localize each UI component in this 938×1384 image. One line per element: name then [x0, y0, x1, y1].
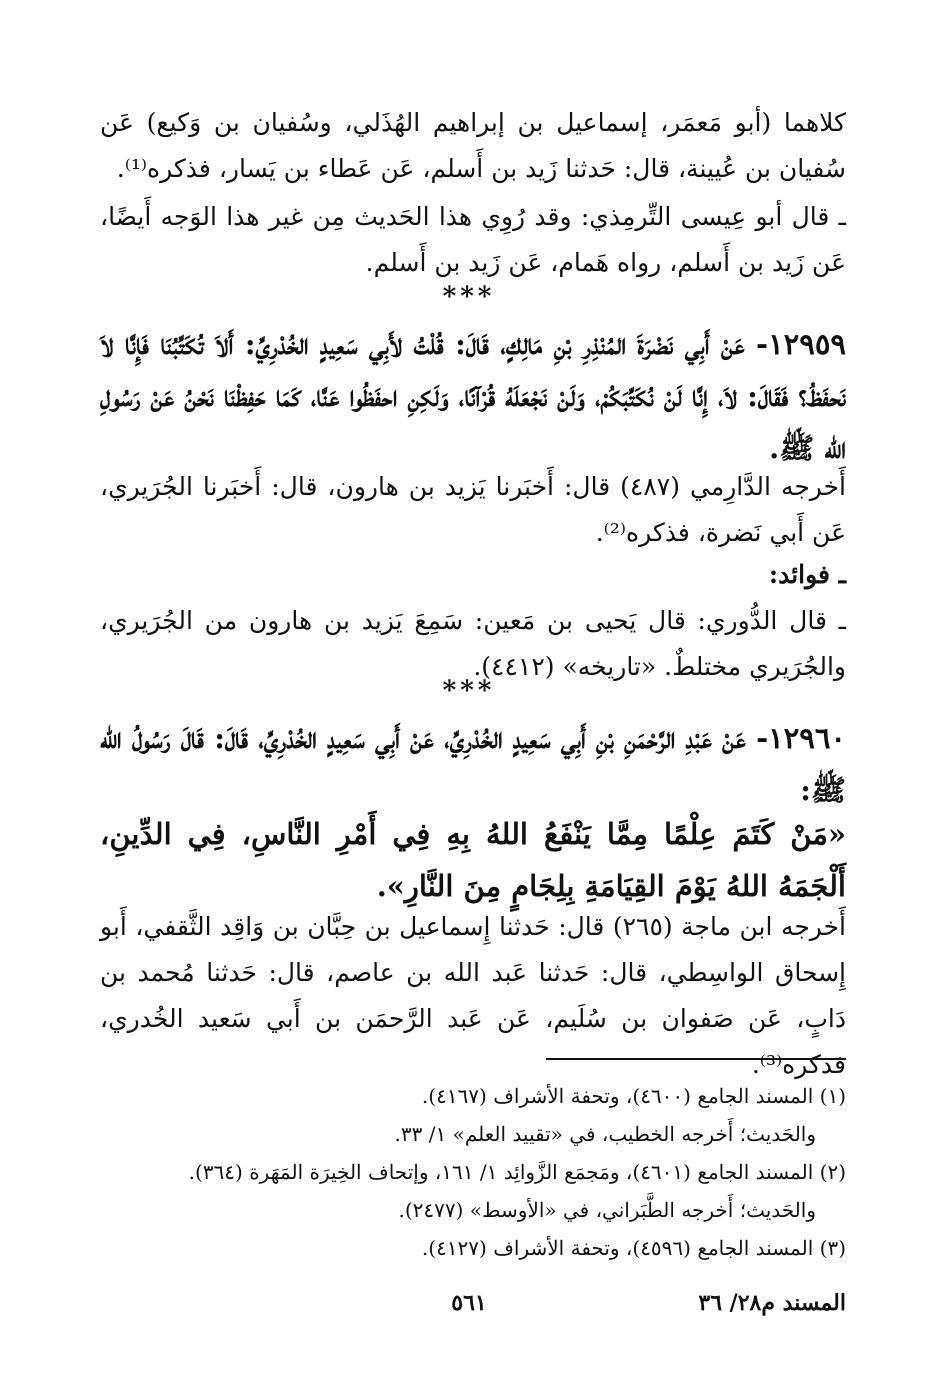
- section-divider-stars: ***: [442, 676, 496, 706]
- hadith-12960: ١٢٩٦٠- عَنْ عَبْدِ الرَّحْمَنِ بْنِ أَبِي سَعِيدٍ الخُدْرِيِّ، عَنْ أَبِي سَعِيدٍ الخُدْرِيِّ، قَالَ: قَالَ رَسُولُ الله ﷺ:: [100, 721, 846, 807]
- footnote-separator: [546, 1058, 846, 1060]
- paragraph-takhrij-1: كلاهما (أبو مَعمَر، إسماعيل بن إبراهيم الهُذَلي، وسُفيان بن وَكيع) عَن سُفيان بن عُيينة، قال: حَدثنا زَيد بن أَسلم، عَن عَطاء بن يَسار، فذكره⁽¹⁾.: [100, 108, 846, 183]
- fawaid-heading: ـ فوائد:: [768, 560, 846, 589]
- paragraph-tirmidhi-note: ـ قال أبو عِيسى التِّرمِذي: وقد رُوِي هذا الحَديث مِن غير هذا الوَجه أَيضًا، عَن زَيد بن أَسلم، رواه هَمام، عَن زَيد بن أَسلم.: [100, 202, 846, 277]
- footer-signature: المسند م٢٨/ ٣٦: [698, 1290, 846, 1316]
- section-divider-stars: ***: [442, 282, 496, 312]
- footnote-3: (٣) المسند الجامع (٤٥٩٦)، وتحفة الأشراف (٤١٢٧).: [421, 1236, 846, 1260]
- hadith-12960-text: «مَنْ كَتَمَ عِلْمًا مِمَّا يَنْفَعُ اللهُ بِهِ فِي أَمْرِ النَّاسِ، فِي الدِّينِ، أَلْجَمَهُ اللهُ يَوْمَ القِيَامَةِ بِلِجَامٍ مِنَ النَّارِ».: [100, 817, 846, 903]
- footnote-1: (١) المسند الجامع (٤٦٠٠)، وتحفة الأشراف (٤١٦٧).: [421, 1084, 846, 1108]
- footnote-2-continuation: والحَديث؛ أَخرجه الطَّبَراني، في «الأوسط» (٢٤٧٧).: [398, 1198, 816, 1222]
- footnote-1-continuation: والحَديث؛ أَخرجه الخطيب، في «تقييد العلم» ١/ ٣٣.: [394, 1122, 816, 1146]
- page-number: ٥٦١: [451, 1290, 487, 1316]
- paragraph-takhrij-ibn-majah: أَخرجه ابن ماجة (٢٦٥) قال: حَدثنا إِسماعيل بن حِبَّان بن وَاقِد الثَّقفي، أَبو إِسحاق الواسِطي، قال: حَدثنا عَبد الله بن عاصم، قال: حَدثنا مُحمد بن دَابٍ، عَن صَفوان بن سُلَيم، عَن عَبد الرَّحمَن بن أَبي سَعيد الخُدري، فذكره⁽³⁾.: [100, 912, 846, 1079]
- paragraph-takhrij-darimi: أَخرجه الدَّارِمي (٤٨٧) قال: أَخبَرنا يَزيد بن هارون، قال: أَخبَرنا الجُرَيري، عَن أَبي نَضرة، فذكره⁽²⁾.: [100, 472, 846, 547]
- hadith-12959: ١٢٩٥٩- عَنْ أَبِي نَضْرَةَ المُنْذِرِ بْنِ مَالِكٍ، قَالَ: قُلْتُ لأَبِي سَعِيدٍ الخُدْرِيِّ: أَلاَ تُكَتِّبُنَا فَإِنَّا لاَ نَحفَظُ؟ فَقَالَ: لاَ، إِنَّا لَنْ نُكَتِّبَكُمْ، وَلَنْ نَجْعَلَهُ قُرْآنًا، وَلَكِنِ احفَظُوا عَنَّا، كَمَا حَفِظْنَا نَحْنُ عَنْ رَسُولِ الله ﷺ.: [100, 327, 846, 465]
- footnote-2: (٢) المسند الجامع (٤٦٠١)، ومَجمَع الزَّوائِد ١/ ١٦١، وإتحاف الخِيرَة المَهَرة (٣٦٤).: [188, 1160, 846, 1184]
- paragraph-duri-note: ـ قال الدُّوري: قال يَحيى بن مَعين: سَمِعَ يَزيد بن هارون من الجُرَيري، والجُرَيري مختلطٌ. «تاريخه» (٤٤١٢).: [100, 606, 846, 681]
